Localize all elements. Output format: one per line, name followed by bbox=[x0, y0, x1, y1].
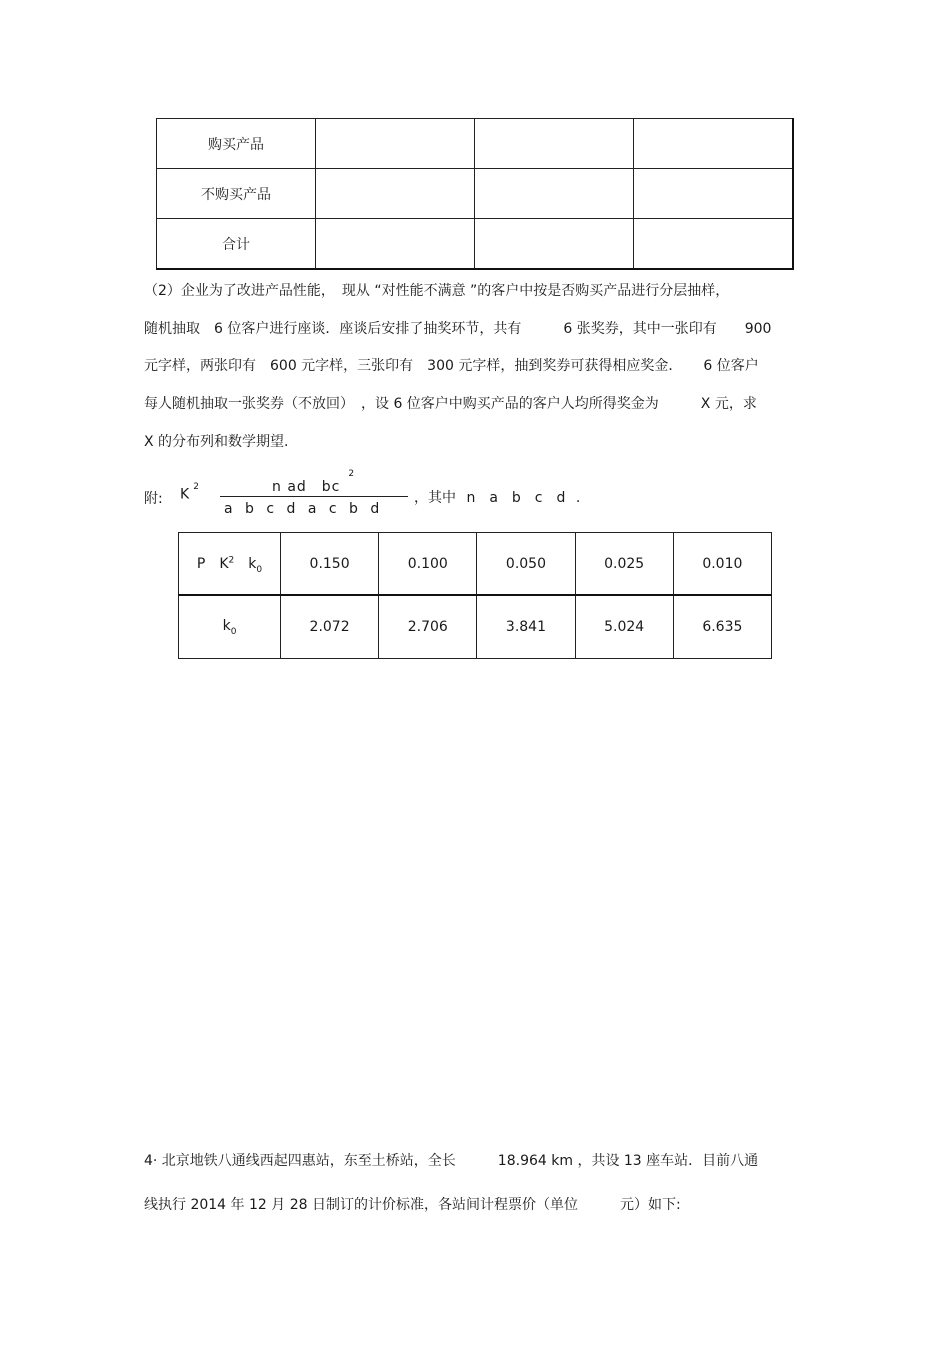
table-row bbox=[157, 219, 794, 270]
formula-condition: ，其中 n a b c d . bbox=[414, 490, 581, 506]
formula-denominator: a b c d a c b d bbox=[224, 501, 381, 517]
probability-cell: 0.025 bbox=[575, 533, 673, 596]
row-label: 购买产品 bbox=[157, 119, 316, 169]
critical-value-cell: 3.841 bbox=[477, 595, 575, 659]
row2-k-text: k bbox=[222, 617, 231, 634]
table-cell bbox=[475, 219, 634, 270]
formula-numerator-exponent: 2 bbox=[348, 469, 356, 480]
row-header-k0 bbox=[179, 595, 281, 659]
formula-numerator bbox=[272, 469, 356, 496]
contingency-table bbox=[156, 118, 794, 270]
header-k-text: k bbox=[248, 555, 257, 572]
critical-value-cell: 2.706 bbox=[379, 595, 477, 659]
probability-cell: 0.150 bbox=[281, 533, 379, 596]
row2-subscript: 0 bbox=[230, 626, 237, 637]
table-cell bbox=[634, 119, 794, 169]
row-label: 不购买产品 bbox=[157, 169, 316, 219]
formula-lhs-symbol: K bbox=[180, 486, 190, 503]
formula-label: 附: bbox=[144, 491, 163, 507]
table-cell bbox=[316, 119, 475, 169]
critical-value-cell: 6.635 bbox=[673, 595, 771, 659]
part2-line-1: （2）企业为了改进产品性能， 现从 “对性能不满意 ”的客户中按是否购买产品进行分层抽样， bbox=[144, 283, 730, 299]
row-header-probability bbox=[179, 533, 281, 596]
part2-line-5: X 的分布列和数学期望. bbox=[144, 434, 289, 450]
formula-lhs-exponent: 2 bbox=[193, 482, 199, 492]
table-cell bbox=[316, 219, 475, 270]
header-exponent: 2 bbox=[228, 554, 235, 565]
fraction-bar bbox=[220, 496, 408, 497]
row-label: 合计 bbox=[157, 219, 316, 270]
probability-cell: 0.100 bbox=[379, 533, 477, 596]
problem4-line-1: 4· 北京地铁八通线西起四惠站，东至土桥站，全长 18.964 km ，共设 13 座车站．目前八通 bbox=[144, 1153, 759, 1169]
table-row bbox=[179, 595, 772, 659]
header-subscript: 0 bbox=[256, 564, 263, 575]
table-cell bbox=[475, 119, 634, 169]
critical-value-cell: 2.072 bbox=[281, 595, 379, 659]
problem4-line-2: 线执行 2014 年 12 月 28 日制订的计价标准，各站间计程票价（单位 元）如下: bbox=[144, 1197, 681, 1213]
table-cell bbox=[316, 169, 475, 219]
part2-line-3: 元字样，两张印有 600 元字样，三张印有 300 元字样，抽到奖券可获得相应奖金． 6 位客户 bbox=[144, 358, 759, 374]
critical-value-cell: 5.024 bbox=[575, 595, 673, 659]
k-squared-formula bbox=[144, 470, 644, 520]
critical-value-table bbox=[178, 532, 772, 659]
table-row bbox=[157, 119, 794, 169]
table-cell bbox=[475, 169, 634, 219]
header-p-text: P K bbox=[196, 555, 229, 572]
table-cell bbox=[634, 219, 794, 270]
formula-lhs bbox=[180, 482, 199, 503]
part2-line-4: 每人随机抽取一张奖券（不放回） ，设 6 位客户中购买产品的客户人均所得奖金为 X 元，求 bbox=[144, 396, 757, 412]
part2-line-2: 随机抽取 6 位客户进行座谈．座谈后安排了抽奖环节，共有 6 张奖券，其中一张印有 900 bbox=[144, 321, 772, 337]
probability-cell: 0.010 bbox=[673, 533, 771, 596]
table-cell bbox=[634, 169, 794, 219]
table-row bbox=[179, 533, 772, 596]
formula-numerator-text: n ad bc bbox=[272, 479, 341, 495]
probability-cell: 0.050 bbox=[477, 533, 575, 596]
table-row bbox=[157, 169, 794, 219]
